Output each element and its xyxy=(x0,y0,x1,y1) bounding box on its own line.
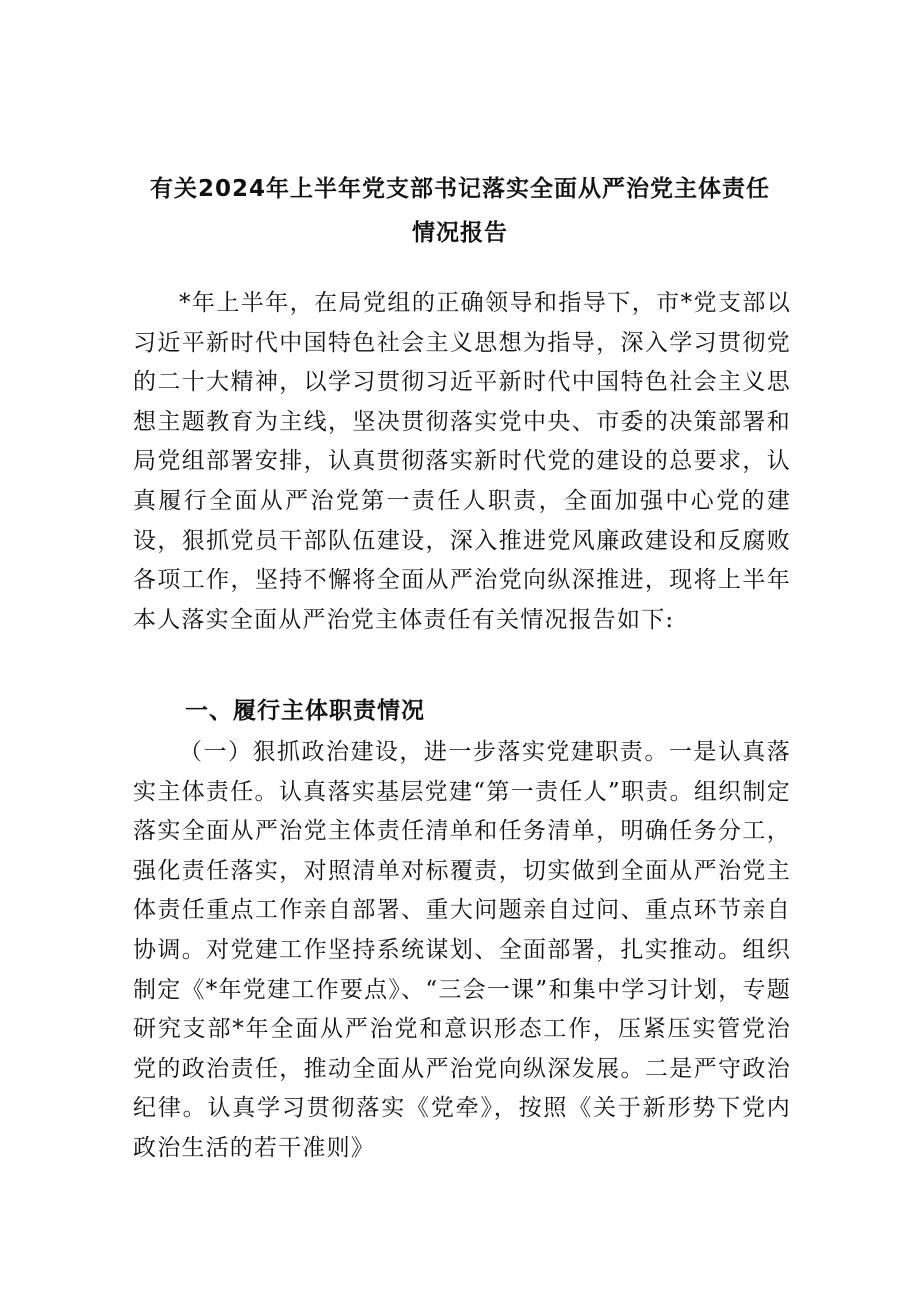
section-heading-1: 一、履行主体职责情况 xyxy=(185,698,425,724)
intro-paragraph: *年上半年，在局党组的正确领导和指导下，市*党支部以习近平新时代中国特色社会主义思想为指导，深入学习贯彻党的二十大精神，以学习贯彻习近平新时代中国特色社会主义思想主题教育为主线，坚决贯彻落实党中央、市委的决策部署和局党组部署安排，认真贯彻落实新时代党的建设的总要求，认真履行全面从严治党第一责任人职责，全面加强中心党的建设，狠抓党员干部队伍建设，深入推进党风廉政建设和反腐败各项工作，坚持不懈将全面从严治党向纵深推进，现将上半年本人落实全面从严治党主体责任有关情况报告如下: xyxy=(133,290,791,633)
document-title-line-2: 情况报告 xyxy=(412,220,508,246)
document-title-line-1: 有关2024年上半年党支部书记落实全面从严治党主体责任 xyxy=(149,176,770,202)
section-1-paragraph-1: （一）狠抓政治建设，进一步落实党建职责。一是认真落实主体责任。认真落实基层党建“第一责任人”职责。组织制定落实全面从严治党主体责任清单和任务清单，明确任务分工，强化责任落实，对照清单对标覆责，切实做到全面从严治党主体责任重点工作亲自部署、重大问题亲自过问、重点环节亲自协调。对党建工作坚持系统谋划、全面部署，扎实推动。组织制定《*年党建工作要点》、“三会一课”和集中学习计划，专题研究支部*年全面从严治党和意识形态工作，压紧压实管党治党的政治责任，推动全面从严治党向纵深发展。二是严守政治纪律。认真学习贯彻落实《党牵》，按照《关于新形势下党内政治生活的若干准则》 xyxy=(133,739,791,1161)
